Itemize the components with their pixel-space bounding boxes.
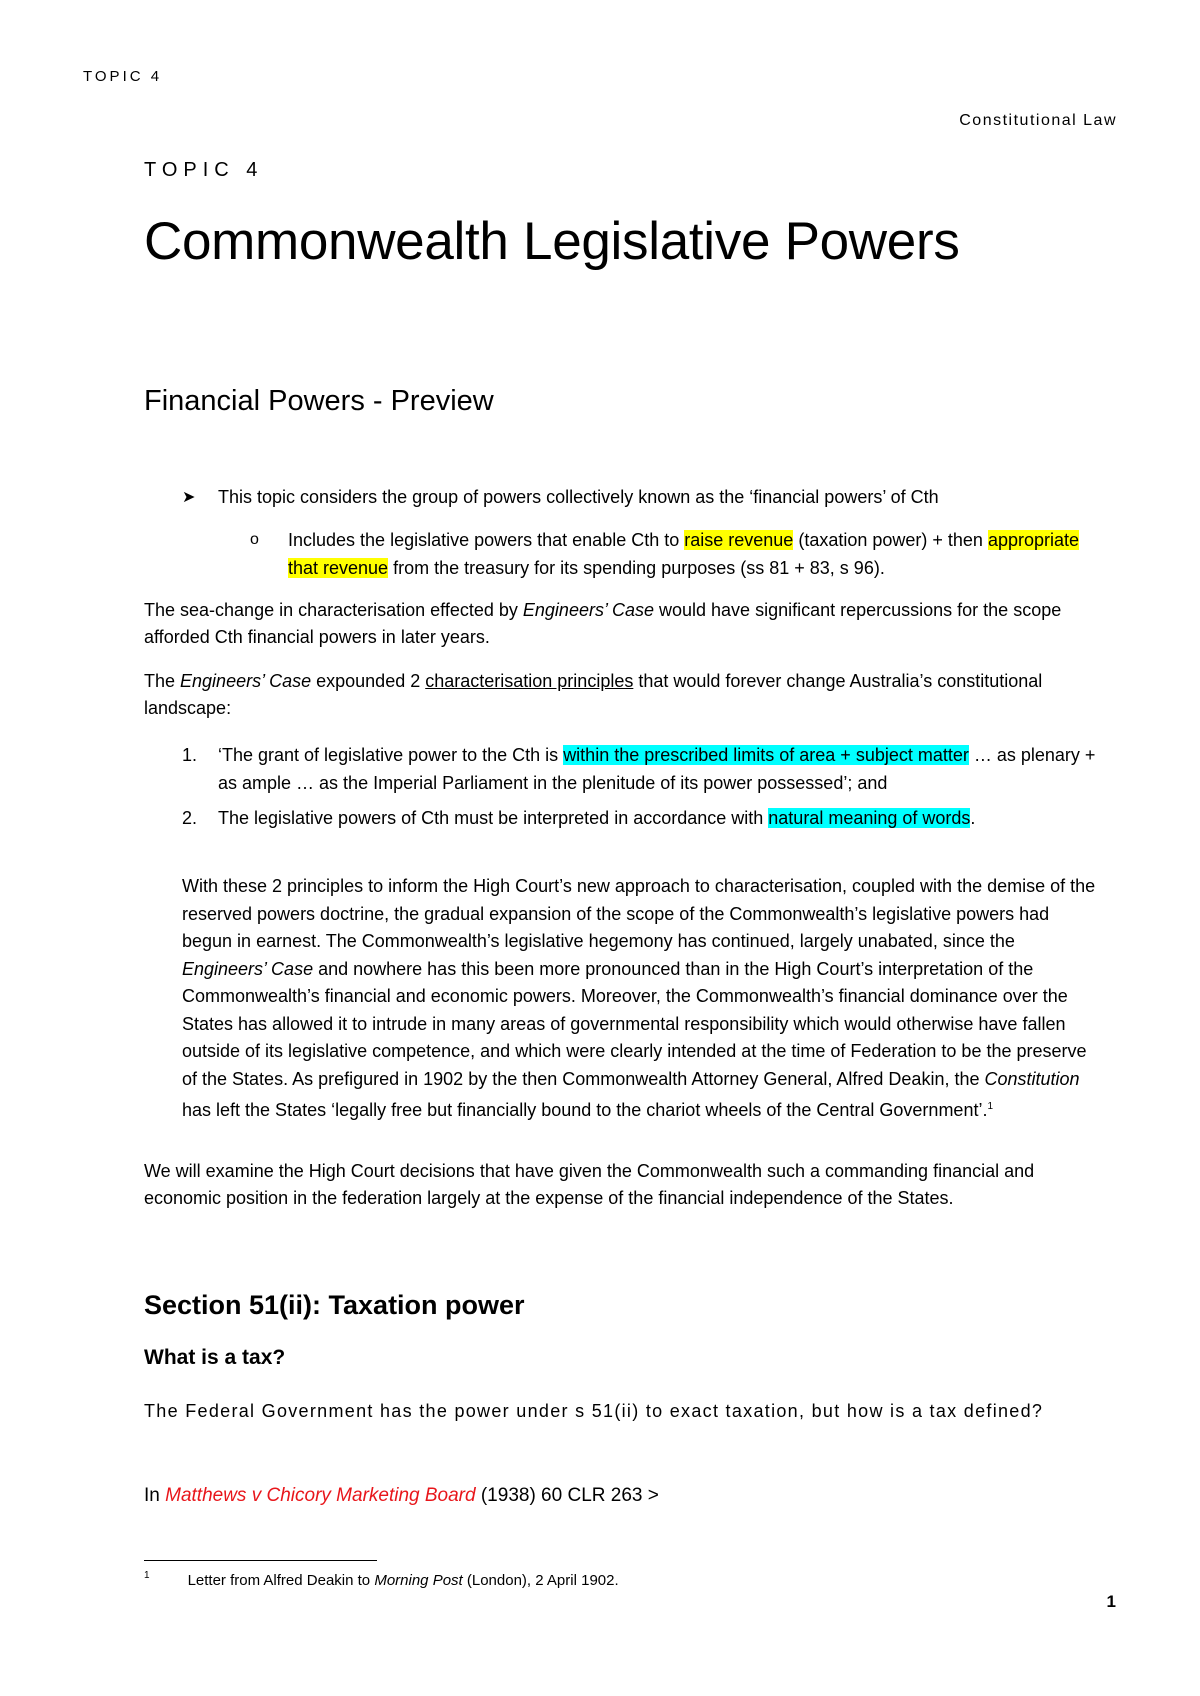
case-name: Engineers’ Case [182,958,314,979]
text-run: (taxation power) + then [793,530,988,550]
bullet-text: This topic considers the group of powers collectively known as the ‘financial powers’ of Cth [218,487,939,507]
text-run: In [144,1485,166,1506]
footnote [144,1572,619,1589]
text-run: (London), 2 April 1902. [462,1572,619,1589]
text-run: The sea-change in characterisation effected by [144,600,523,620]
text-run: With these 2 principles to inform the High Court’s new approach to characterisation, coupled with the demise of the reserved powers doctrine, the gradual expansion of the scope of the Commonwealth’s legislative powers had begun in earnest. The Commonwealth’s legislative hegemony has continued, largely unabated, since the [182,876,1096,951]
footnote-text [188,1572,619,1589]
highlight-prescribed-limits: within the prescribed limits of area + subject matter [563,745,969,765]
text-run: Includes the legislative powers that enable Cth to [288,530,685,550]
highlight-natural-meaning: natural meaning of words [768,808,971,828]
paragraph-sea-change [144,597,1094,651]
text-run: from the treasury for its spending purposes (ss 81 + 83, s 96). [388,558,885,578]
circle-bullet-icon: o [250,531,259,548]
text-run: (1938) 60 CLR 263 > [475,1485,659,1506]
text-run: … as plenary + as ample … as the Imperial Parliament in the plenitude of its power possessed’; and [218,745,1096,793]
constitution-term: Constitution [984,1068,1080,1089]
footnote-reference[interactable]: 1 [987,1101,994,1112]
list-text [218,804,1102,832]
underlined-term: characterisation principles [425,671,634,691]
publication-name: Morning Post [374,1572,463,1589]
paragraph-examine: We will examine the High Court decisions that have given the Commonwealth such a commanding financial and economic position in the federation largely at the expense of the financial independence of the States. [144,1161,1035,1208]
text-run: would have significant repercussions for the scope afforded Cth financial powers in later years. [144,600,1062,647]
subheading-what-is-tax: What is a tax? [144,1346,286,1369]
highlight-raise-revenue: raise revenue [684,530,794,550]
page-title: Commonwealth Legislative Powers [144,212,960,271]
case-name: Engineers’ Case [180,671,312,691]
header-topic: TOPIC 4 [83,68,163,85]
case-name-link[interactable]: Matthews v Chicory Marketing Board [165,1485,476,1506]
taxation-intro: The Federal Government has the power under s 51(ii) to exact taxation, but how is a tax defined? [144,1401,1044,1421]
text-run: has left the States ‘legally free but financially bound to the chariot wheels of the Central Government’. [182,1100,988,1120]
text-run: and nowhere has this been more pronounced than in the High Court’s interpretation of the Commonwealth’s financial and economic powers. Moreover, the Commonwealth’s financial dominance over the States has allowed it to intrude in many areas of governmental responsibility which would otherwise have fallen outside of its legislative competence, and which were clearly intended at the time of Federation to be the preserve of the States. As prefigured in 1902 by the then Commonwealth Attorney General, Alfred Deakin, the [182,958,1087,1089]
text-run: that would forever change Australia’s constitutional landscape: [144,671,1043,718]
list-number: 2. [182,808,198,828]
section-heading-preview: Financial Powers - Preview [144,385,494,417]
paragraph-principles-intro [144,668,1094,722]
header-course: Constitutional Law [959,112,1117,129]
text-run: Letter from Alfred Deakin to [187,1572,375,1589]
text-run: The legislative powers of Cth must be interpreted in accordance with [218,808,769,828]
footnote-divider [144,1560,377,1561]
section-heading-taxation: Section 51(ii): Taxation power [144,1290,525,1320]
text-run: The [144,671,181,691]
arrow-bullet-icon: ➤ [182,489,196,506]
block-quote [182,873,1102,1125]
topic-label: TOPIC 4 [144,159,264,181]
text-run: ‘The grant of legislative power to the Cth is [218,745,564,765]
highlight-appropriate-revenue: appropriate that revenue [288,530,1080,578]
sub-bullet-text [288,526,1108,582]
case-name: Engineers’ Case [522,600,654,620]
list-number: 1. [182,745,198,765]
case-citation-line [144,1485,659,1507]
text-run: expounded 2 [311,671,426,691]
text-run: . [970,808,976,828]
list-text [218,741,1102,797]
page-number: 1 [1106,1592,1116,1611]
footnote-number: 1 [144,1570,150,1581]
